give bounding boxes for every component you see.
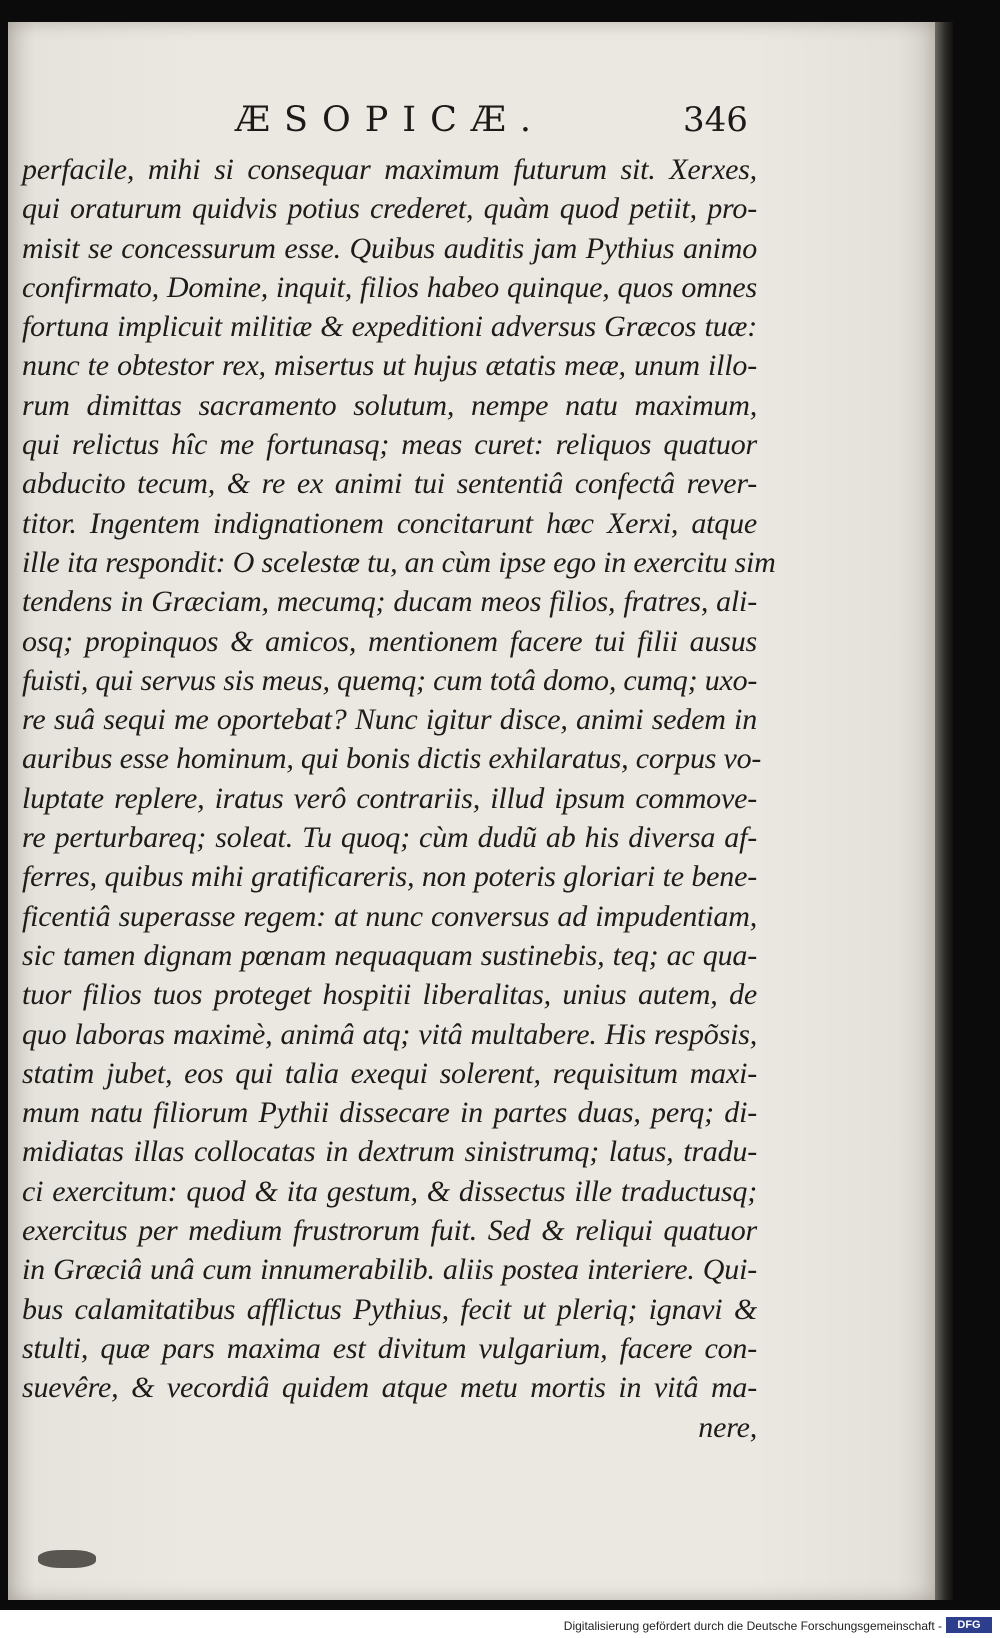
text-line: statim jubet, eos qui talia exequi solerent, requisitum maxi- [22,1056,757,1090]
page-number: 346 [683,100,748,140]
text-line: ille ita respondit: O scelestæ tu, an cùm ipse ego in exercitu sim [22,545,776,579]
text-line: osq; propinquos & amicos, mentionem facere tui filii ausus [22,624,757,658]
text-line: ficentiâ superasse regem: at nunc conversus ad impudentiam, [22,899,757,933]
text-line: confirmato, Domine, inquit, filios habeo quinque, quos omnes [22,270,757,304]
text-line: perfacile, mihi si consequar maximum futurum sit. Xerxes, [22,153,757,186]
digitization-credit: Digitalisierung gefördert durch die Deutsche Forschungsgemeinschaft - [563,1619,942,1633]
catchword: nere, [698,1410,757,1444]
text-line: re perturbareq; soleat. Tu quoq; cùm dudũ ab his diversa af- [22,821,757,855]
text-line: misit se concessurum esse. Quibus auditis jam Pythius animo [22,231,757,265]
text-line: rum dimittas sacramento solutum, nempe natu maximum, [22,388,757,422]
body-text [22,150,776,1447]
dfg-logo: DFG [946,1617,992,1633]
text-line: luptate replere, iratus verô contrariis, illud ipsum commove- [22,781,757,815]
text-line: midiatas illas collocatas in dextrum sinistrumq; latus, tradu- [22,1135,757,1169]
text-line: tendens in Græciam, mecumq; ducam meos filios, fratres, ali- [22,585,757,619]
text-line: qui relictus hîc me fortunasq; meas curet: reliquos quatuor [22,428,757,462]
text-line: exercitus per medium frustrorum fuit. Sed & reliqui quatuor [22,1214,757,1248]
text-line: mum natu filiorum Pythii dissecare in partes duas, perq; di- [22,1096,757,1130]
text-line: fortuna implicuit militiæ & expeditioni adversus Græcos tuæ: [22,310,757,344]
text-line: ci exercitum: quod & ita gestum, & dissectus ille traductusq; [22,1174,757,1208]
text-line: bus calamitatibus afflictus Pythius, fecit ut pleriq; ignavi & [22,1292,757,1326]
text-line: abducito tecum, & re ex animi tui sententiâ confectâ rever- [22,467,757,501]
text-line: suevêre, & vecordiâ quidem atque metu mortis in vitâ ma- [22,1371,757,1405]
text-line: ferres, quibus mihi gratificareris, non poteris gloriari te bene- [22,860,757,894]
text-line: re suâ sequi me oportebat? Nunc igitur disce, animi sedem in [22,703,757,737]
text-line: fuisti, qui servus sis meus, quemq; cum totâ domo, cumq; uxo- [22,663,758,697]
text-line: quo laboras maximè, animâ atq; vitâ multabere. His respõsis, [22,1017,757,1051]
text-line: nunc te obtestor rex, misertus ut hujus ætatis meæ, unum illo- [22,349,757,383]
text-line: stulti, quæ pars maxima est divitum vulgarium, facere con- [22,1331,757,1365]
text-line: tuor filios tuos proteget hospitii liberalitas, unius autem, de [22,978,757,1012]
text-line: auribus esse hominum, qui bonis dictis exhilaratus, corpus vo- [22,742,762,776]
ink-stain [38,1550,96,1568]
text-line: qui oraturum quidvis potius crederet, quàm quod petiit, pro- [22,192,757,226]
page-edge [935,22,953,1600]
running-head: ÆSOPICÆ. [235,100,546,140]
text-line: titor. Ingentem indignationem concitarunt hæc Xerxi, atque [22,506,757,540]
text-line: sic tamen dignam pœnam nequaquam sustinebis, teq; ac qua- [22,938,757,972]
text-line: in Græciâ unâ cum innumerabilib. aliis postea interiere. Qui- [22,1253,757,1287]
